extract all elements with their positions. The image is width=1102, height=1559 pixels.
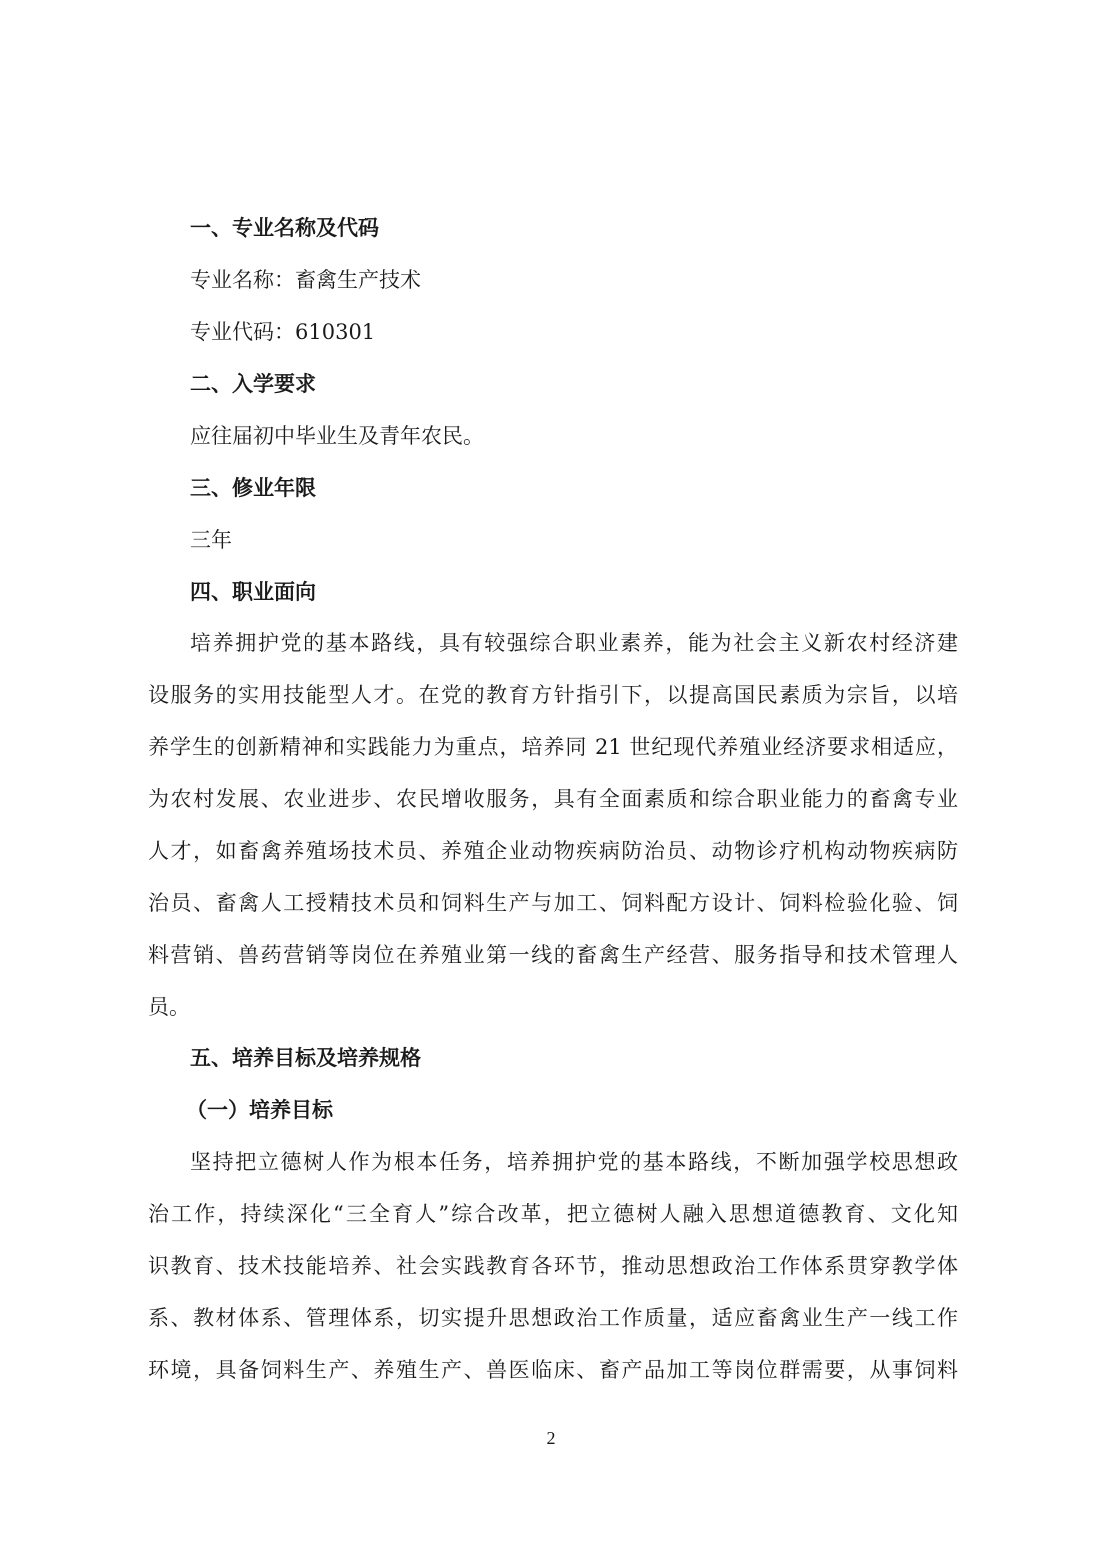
paragraph-line: 人才，如畜禽养殖场技术员、养殖企业动物疾病防治员、动物诊疗机构动物疾病防 — [148, 839, 958, 863]
major-name: 专业名称：畜禽生产技术 — [190, 268, 421, 292]
admission-text: 应往届初中毕业生及青年农民。 — [190, 424, 484, 448]
paragraph-line: 识教育、技术技能培养、社会实践教育各环节，推动思想政治工作体系贯穿教学体 — [148, 1254, 958, 1278]
paragraph-line: 设服务的实用技能型人才。在党的教育方针指引下，以提高国民素质为宗旨，以培 — [148, 683, 958, 707]
paragraph-line: 培养拥护党的基本路线，具有较强综合职业素养，能为社会主义新农村经济建 — [190, 631, 958, 655]
paragraph-line: 环境，具备饲料生产、养殖生产、兽医临床、畜产品加工等岗位群需要，从事饲料 — [148, 1358, 958, 1382]
section-heading-4: 四、职业面向 — [190, 580, 316, 604]
major-code: 专业代码：610301 — [190, 320, 376, 344]
section-heading-5: 五、培养目标及培养规格 — [190, 1046, 421, 1070]
paragraph-line: 坚持把立德树人作为根本任务，培养拥护党的基本路线，不断加强学校思想政 — [190, 1150, 958, 1174]
paragraph-line: 系、教材体系、管理体系，切实提升思想政治工作质量，适应畜禽业生产一线工作 — [148, 1306, 958, 1330]
study-years-text: 三年 — [190, 528, 232, 552]
paragraph-line: 治员、畜禽人工授精技术员和饲料生产与加工、饲料配方设计、饲料检验化验、饲 — [148, 891, 958, 915]
section-heading-2: 二、入学要求 — [190, 372, 316, 396]
paragraph-line: 治工作，持续深化“三全育人”综合改革，把立德树人融入思想道德教育、文化知 — [148, 1202, 958, 1226]
section-heading-3: 三、修业年限 — [190, 476, 316, 500]
paragraph-line: 为农村发展、农业进步、农民增收服务，具有全面素质和综合职业能力的畜禽专业 — [148, 787, 958, 811]
paragraph-line: 养学生的创新精神和实践能力为重点，培养同 21 世纪现代养殖业经济要求相适应， — [148, 735, 958, 759]
paragraph-line: 料营销、兽药营销等岗位在养殖业第一线的畜禽生产经营、服务指导和技术管理人 — [148, 943, 958, 967]
section-heading-1: 一、专业名称及代码 — [190, 216, 379, 240]
paragraph-line: 员。 — [148, 995, 190, 1019]
subsection-heading: （一）培养目标 — [186, 1098, 333, 1122]
page-number: 2 — [546, 1428, 556, 1448]
